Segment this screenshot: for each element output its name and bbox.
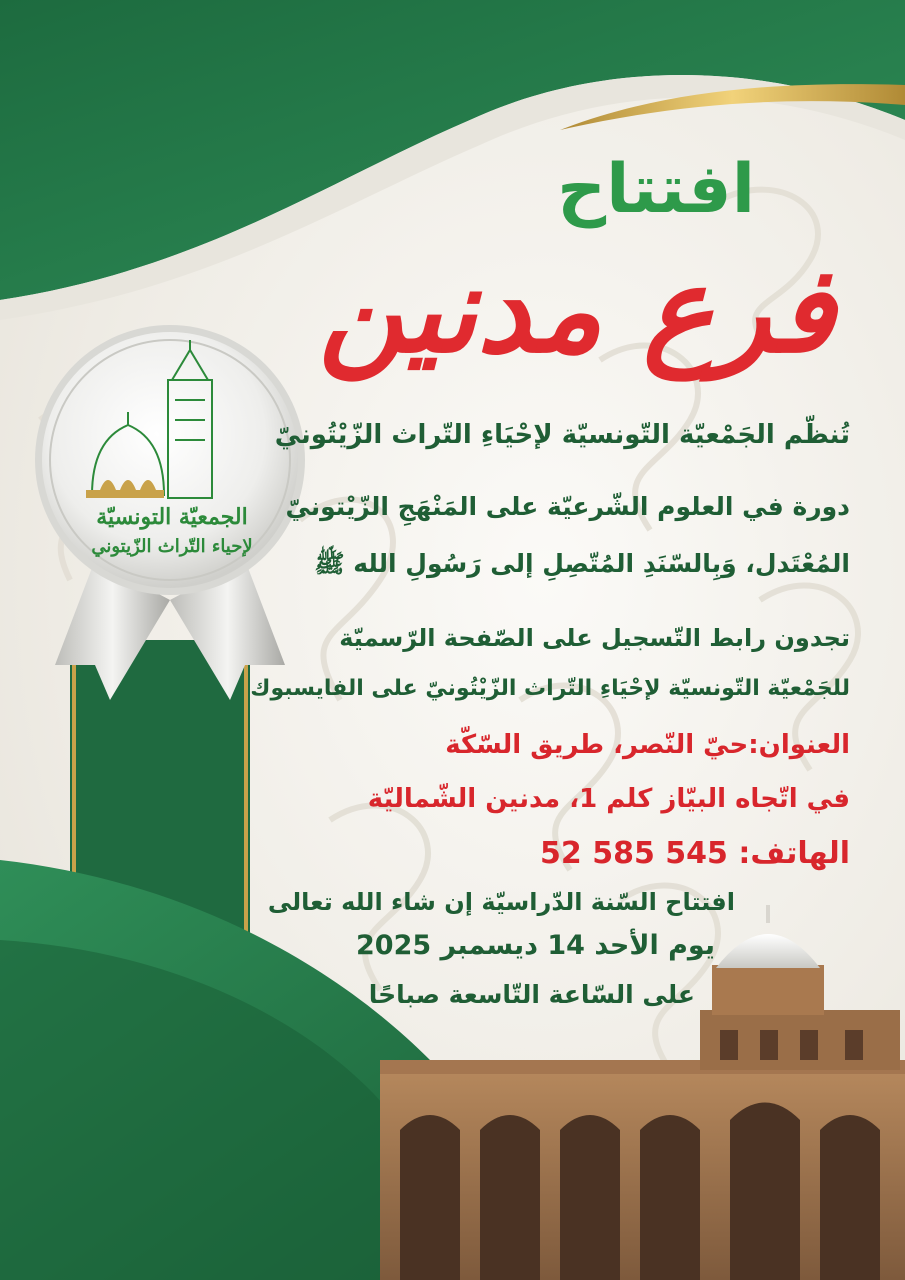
phone-label: الهاتف: — [738, 836, 850, 871]
intro-line2: دورة في العلوم الشّرعيّة على المَنْهَجِ الزّيْتونيّ — [285, 492, 850, 521]
intro-line1: تُنظّم الجَمْعيّة التّونسيّة لإحْيَاءِ التّراث الزّيْتُونيّ — [274, 420, 850, 450]
registration-line1: تجدون رابط التّسجيل على الصّفحة الرّسميّة — [339, 624, 850, 652]
phone-number: 52 585 545 — [540, 836, 728, 871]
opening-line3: على السّاعة التّاسعة صباحًا — [368, 980, 695, 1009]
opening-line2: يوم الأحد 14 ديسمبر 2025 — [356, 930, 715, 961]
address-label: العنوان: — [748, 730, 850, 760]
registration-line2: للجَمْعيّة التّونسيّة لإحْيَاءِ التّراث الزّيْتُونيّ على الفايسبوك — [250, 676, 850, 701]
opening-line1: افتتاح السّنة الدّراسيّة إن شاء الله تعالى — [267, 888, 735, 916]
intro-line3: المُعْتَدل، وَبِالسّنَدِ المُتّصِلِ إلى رَسُولِ الله ﷺ — [314, 549, 850, 578]
title-line2: فرع مدنين — [318, 240, 835, 379]
title-line1: افتتاح — [557, 150, 755, 229]
address-line2: في اتّجاه البيّاز كلم 1، مدنين الشّماليّة — [367, 784, 850, 814]
phone-line — [540, 836, 850, 871]
mosque-illustration — [380, 905, 905, 1280]
logo-org-line2: لإحياء التّراث الزّيتوني — [91, 536, 253, 557]
address-value1: حيّ النّصر، طريق السّكّة — [445, 730, 749, 760]
address-line1 — [445, 730, 850, 760]
logo-org-line1: الجمعيّة التونسيّة — [96, 504, 248, 530]
